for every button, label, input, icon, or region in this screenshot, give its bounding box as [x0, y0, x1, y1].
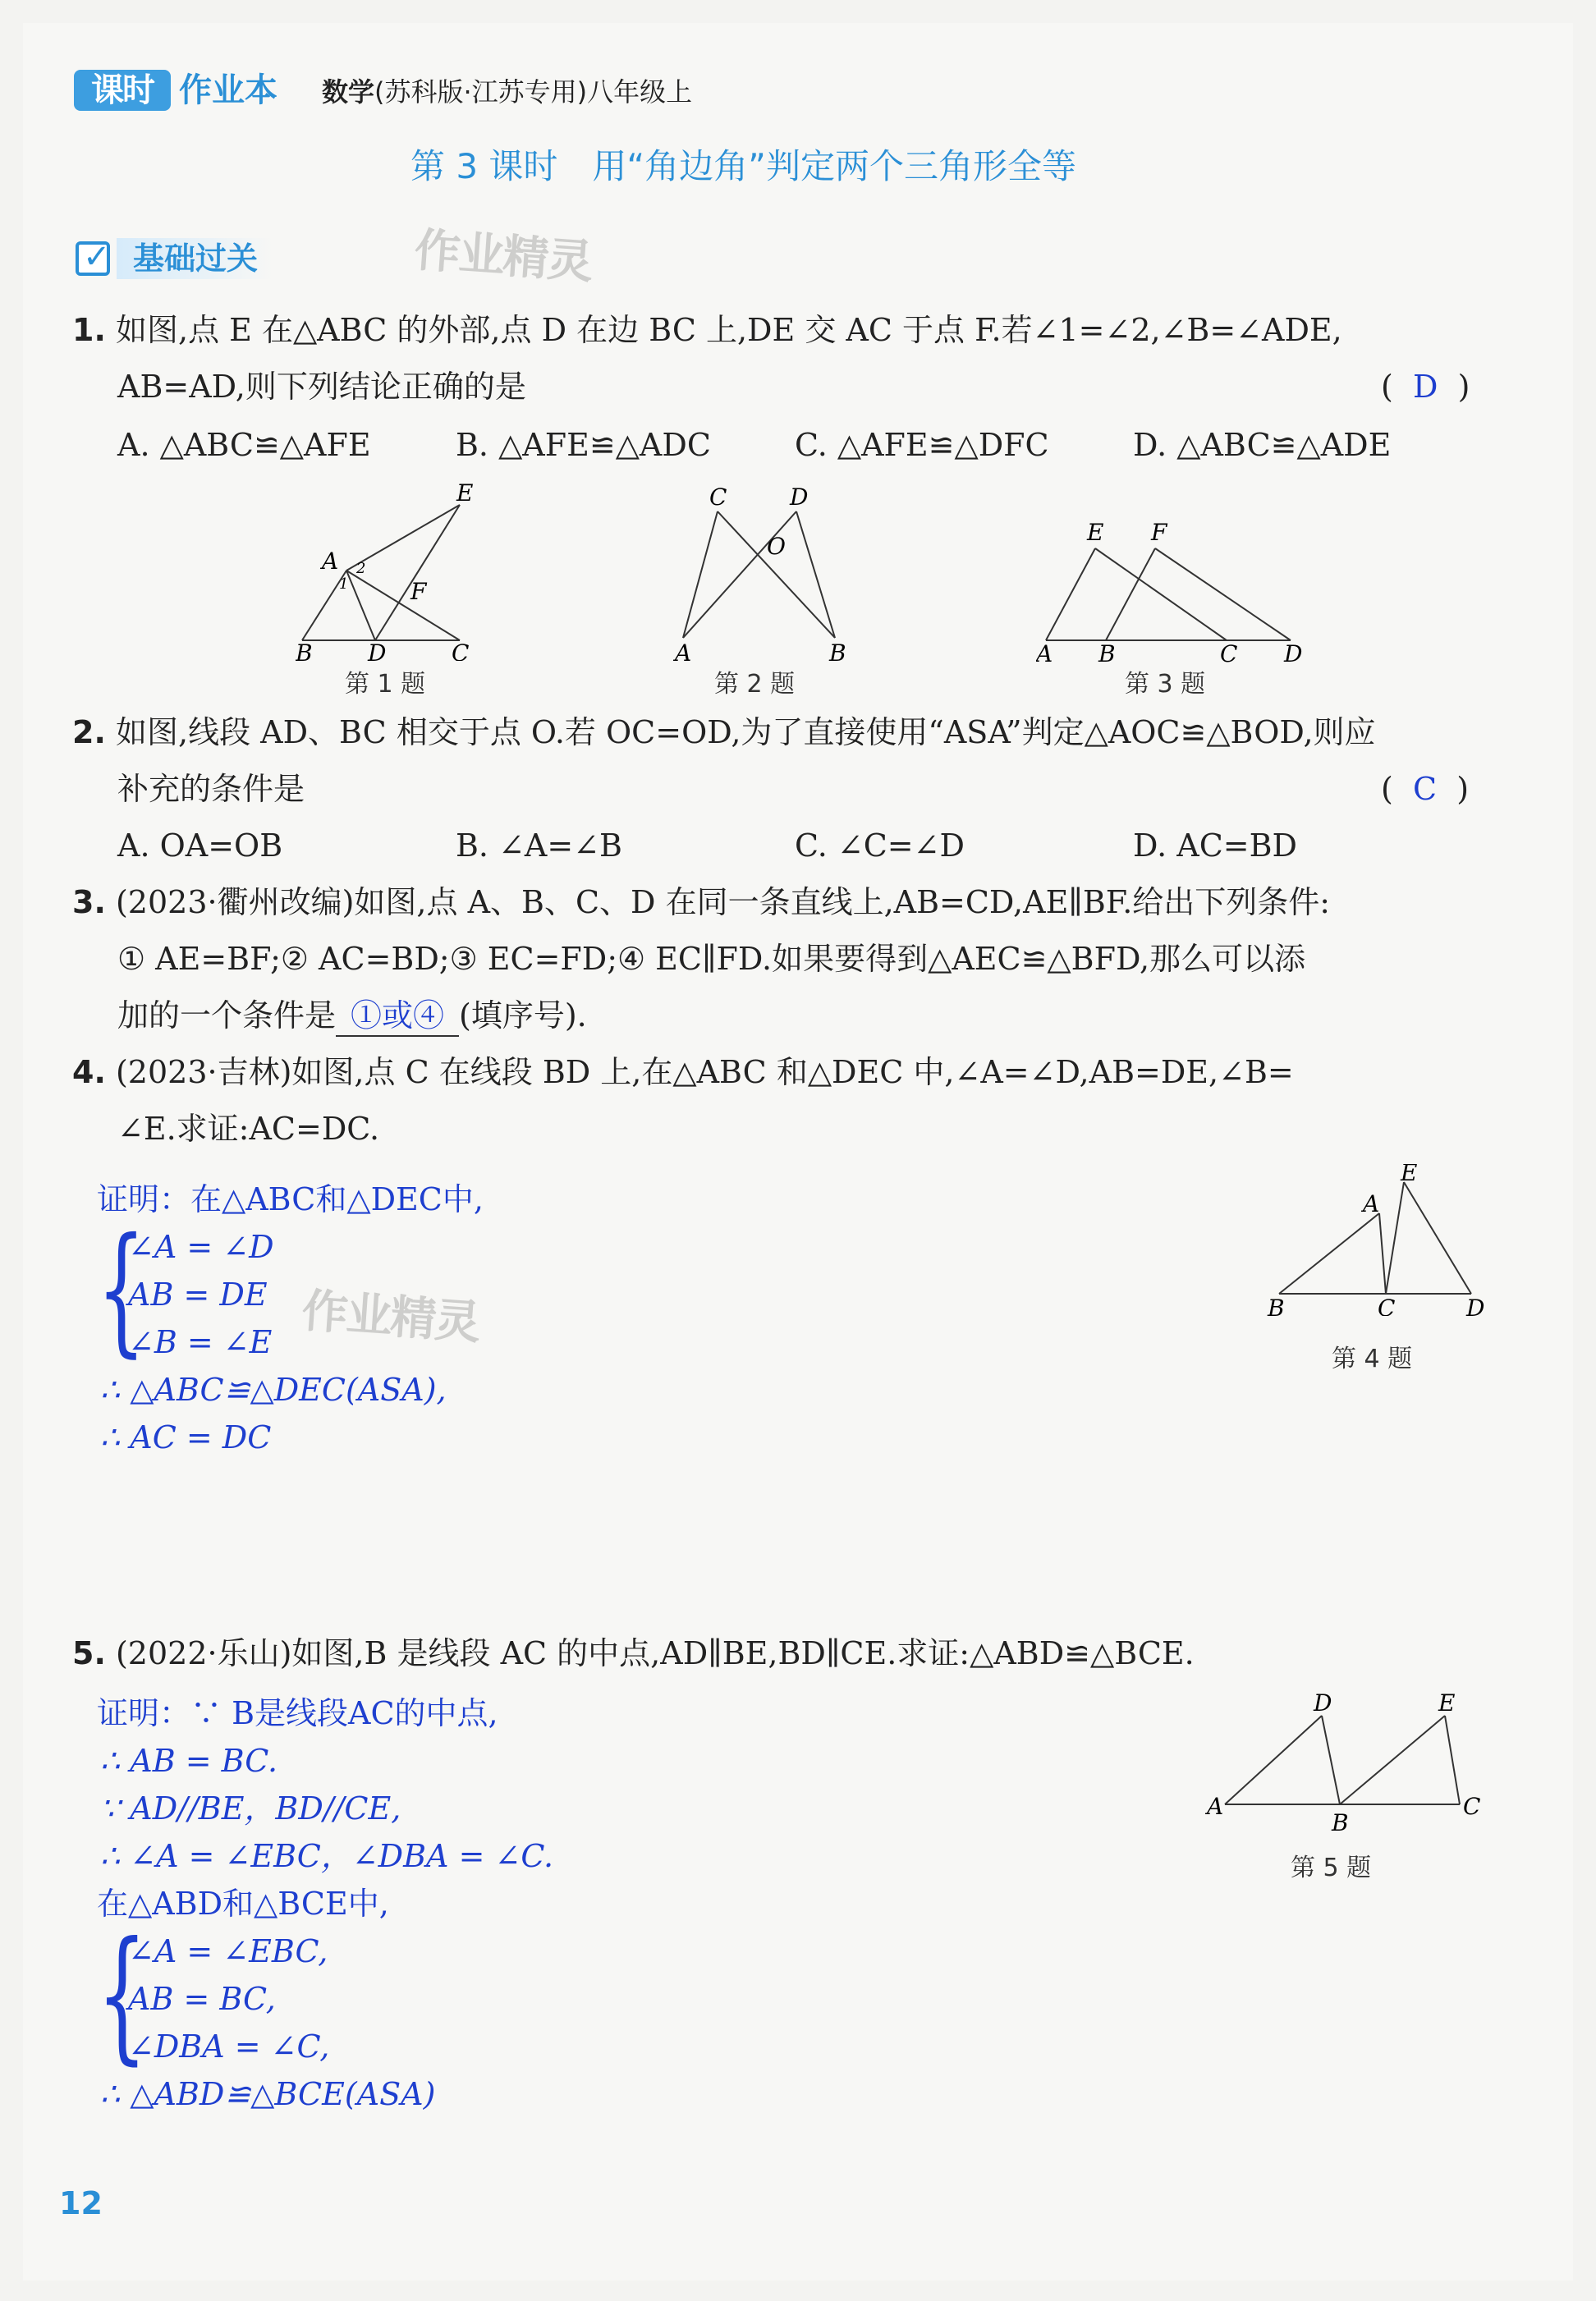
q4-proof-line: 证明：在△ABC和△DEC中,: [97, 1181, 484, 1217]
q2-answer: ( C ): [1381, 771, 1470, 807]
q2-line2: 补充的条件是: [117, 771, 305, 807]
fig2-label-o: O: [767, 533, 786, 560]
q5-proof-line: AB = BC,: [128, 1981, 276, 2017]
fig2-label-b: B: [829, 639, 846, 661]
q2-option-c: C. ∠C=∠D: [795, 827, 965, 864]
q4-proof-line: ∠B = ∠E: [128, 1324, 273, 1360]
q4-proof-line: ∴ AC = DC: [100, 1419, 272, 1455]
q5-line1: 5. (2022·乐山)如图,B 是线段 AC 的中点,AD∥BE,BD∥CE.求证:△ABD≌△BCE.: [72, 1635, 1195, 1671]
edition: (苏科版·江苏专用)八年级上: [374, 76, 693, 108]
page-number: 12: [59, 2185, 103, 2221]
fig4-label-c: C: [1378, 1295, 1396, 1316]
fig3-label-e: E: [1087, 519, 1104, 546]
q1-option-d: D. △ABC≌△ADE: [1133, 427, 1392, 463]
fig3-label-c: C: [1220, 640, 1238, 665]
q4-line2: ∠E.求证:AC=DC.: [117, 1111, 380, 1147]
figure-2: [667, 480, 855, 661]
fig3-label-f: F: [1151, 519, 1167, 546]
q4-proof-line: ∴ △ABC≌△DEC(ASA),: [100, 1372, 447, 1408]
section-label: 基础过关: [117, 238, 273, 279]
fig2-label-a: A: [675, 639, 692, 661]
q5-proof-line: ∵ AD//BE，BD//CE,: [100, 1790, 401, 1827]
fig1-label-b: B: [296, 639, 313, 661]
fig3-label-d: D: [1284, 640, 1303, 665]
q1-option-c: C. △AFE≌△DFC: [795, 427, 1049, 463]
fig1-label-e: E: [456, 479, 474, 506]
q3-line2: ① AE=BF;② AC=BD;③ EC=FD;④ EC∥FD.如果要得到△AEC≌△BFD,那么可以添: [117, 941, 1306, 977]
q1-line1: 1. 如图,点 E 在△ABC 的外部,点 D 在边 BC 上,DE 交 AC 于点 F.若∠1=∠2,∠B=∠ADE,: [72, 312, 1342, 348]
fig1-caption: 第 1 题: [345, 670, 426, 699]
q5-proof-line: ∴ ∠A = ∠EBC，∠DBA = ∠C.: [100, 1838, 554, 1874]
lesson-title: 第 3 课时 用“角边角”判定两个三角形全等: [410, 146, 1076, 186]
header-subtitle: [322, 74, 692, 110]
fig3-label-a: A: [1036, 640, 1053, 665]
q5-brace: {: [97, 1912, 148, 2079]
fig4-label-b: B: [1268, 1295, 1285, 1316]
q4-brace: {: [97, 1208, 146, 1371]
q1-answer: ( D ): [1381, 369, 1470, 405]
fig1-label-f: F: [410, 578, 427, 605]
q4-line1: 4. (2023·吉林)如图,点 C 在线段 BD 上,在△ABC 和△DEC 中,∠A=∠D,AB=DE,∠B=: [72, 1054, 1294, 1090]
fig5-caption: 第 5 题: [1291, 1854, 1372, 1882]
q2-option-d: D. AC=BD: [1133, 827, 1298, 864]
q5-proof-line: ∠DBA = ∠C,: [128, 2028, 330, 2065]
q1-line2: AB=AD,则下列结论正确的是: [117, 369, 526, 405]
watermark: 作业精灵: [300, 1284, 481, 1350]
fig1-label-d: D: [368, 639, 387, 661]
watermark: 作业精灵: [412, 223, 594, 290]
q3-line3: 加的一个条件是 ①或④ (填序号).: [117, 996, 587, 1037]
fig1-label-a: A: [322, 548, 339, 575]
figure-4: [1256, 1164, 1486, 1316]
fig5-label-c: C: [1463, 1793, 1481, 1820]
figure-5: [1199, 1689, 1486, 1837]
q3-answer: ①或④: [336, 996, 459, 1037]
fig1-label-c: C: [452, 639, 470, 661]
fig4-caption: 第 4 题: [1332, 1345, 1413, 1373]
fig5-label-d: D: [1314, 1689, 1332, 1717]
fig4-label-a: A: [1363, 1190, 1380, 1217]
figure-3: [1036, 509, 1315, 665]
q5-proof-line: ∴ △ABD≌△BCE(ASA): [100, 2076, 436, 2112]
q4-proof-line: AB = DE: [128, 1277, 268, 1313]
fig5-label-e: E: [1438, 1689, 1456, 1717]
q5-proof-line: 证明：∵ B是线段AC的中点,: [97, 1695, 498, 1731]
fig2-label-d: D: [790, 484, 809, 511]
q1-option-a: A. △ABC≌△AFE: [117, 427, 371, 463]
q5-proof-line: ∴ AB = BC.: [100, 1743, 278, 1779]
fig3-caption: 第 3 题: [1125, 670, 1206, 699]
brand-name: 作业本: [179, 71, 277, 109]
fig1-label-2: 2: [356, 560, 366, 577]
q5-proof-line: ∠A = ∠EBC,: [128, 1933, 328, 1969]
subject: 数学: [322, 76, 375, 108]
fig5-label-a: A: [1207, 1793, 1224, 1820]
fig3-label-b: B: [1098, 640, 1116, 665]
fig1-label-1: 1: [339, 575, 349, 593]
q1-option-b: B. △AFE≌△ADC: [456, 427, 711, 463]
q4-proof-line: ∠A = ∠D: [128, 1229, 274, 1265]
brand-logo-box: 课时: [74, 70, 171, 111]
q5-proof-line: 在△ABD和△BCE中,: [97, 1886, 389, 1922]
fig2-label-c: C: [709, 484, 727, 511]
fig5-label-b: B: [1332, 1809, 1349, 1836]
q2-line1: 2. 如图,线段 AD、BC 相交于点 O.若 OC=OD,为了直接使用“ASA”判定△AOC≌△BOD,则应: [72, 714, 1376, 750]
q2-option-a: A. OA=OB: [117, 827, 283, 864]
q3-line1: 3. (2023·衢州改编)如图,点 A、B、C、D 在同一条直线上,AB=CD,AE∥BF.给出下列条件:: [72, 884, 1331, 920]
checkbox-icon: ✓: [76, 241, 110, 276]
q2-option-b: B. ∠A=∠B: [456, 827, 622, 864]
figure-1: [296, 476, 484, 661]
fig2-caption: 第 2 题: [714, 670, 796, 699]
fig4-label-d: D: [1466, 1295, 1485, 1316]
fig4-label-e: E: [1401, 1164, 1418, 1186]
